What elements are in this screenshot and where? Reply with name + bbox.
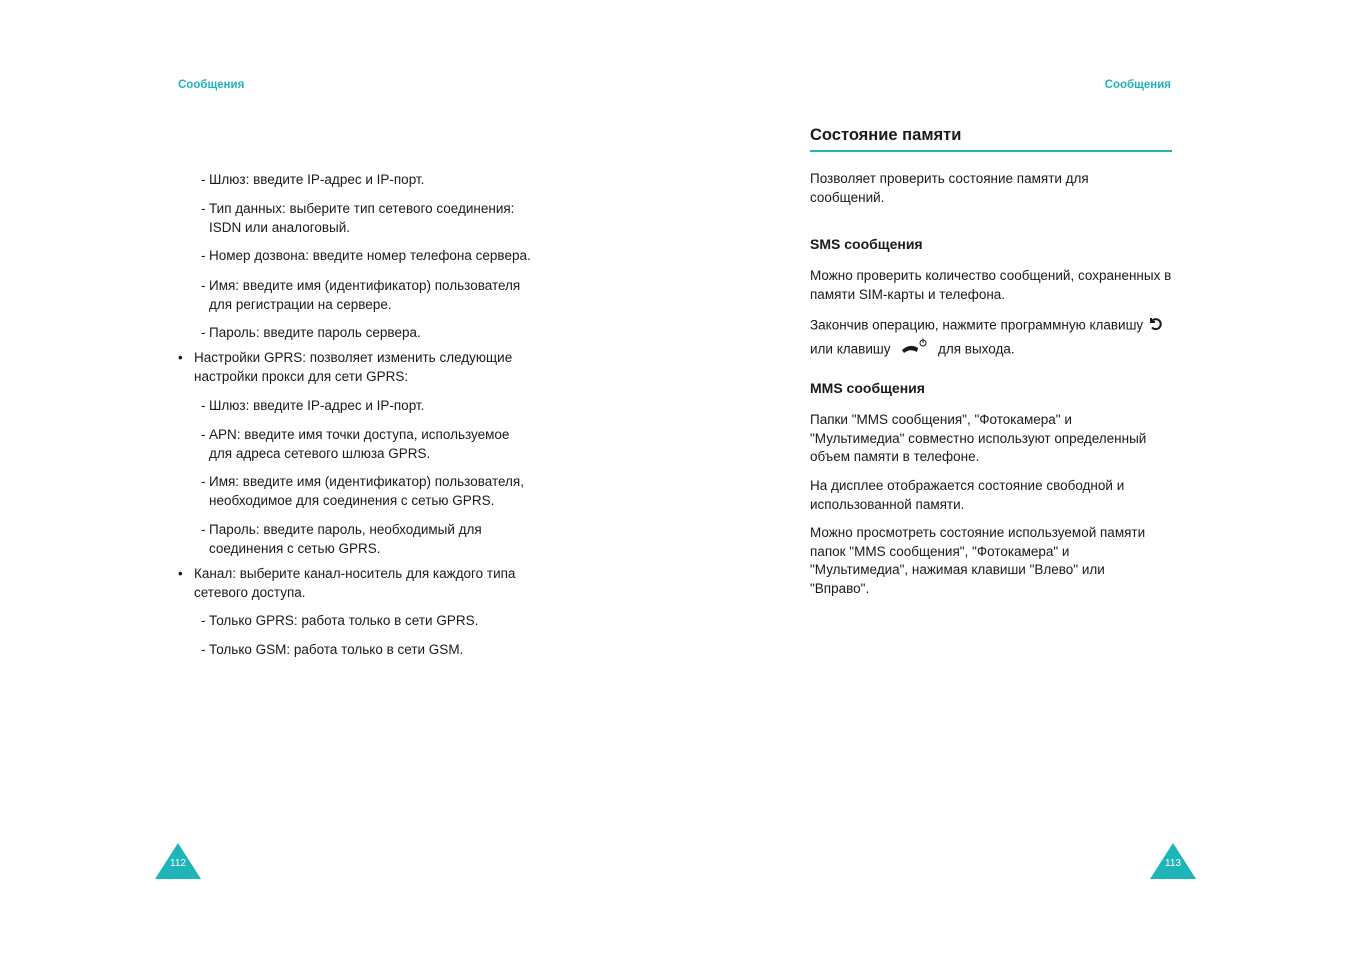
intro-paragraph: Позволяет проверить состояние памяти для сообщений. (810, 171, 1089, 205)
page-number-left: 112 (155, 843, 201, 879)
list-item: - APN: введите имя точки доступа, используемое для адреса сетевого шлюза GPRS. (201, 427, 510, 461)
mms-paragraph-1: Папки "MMS сообщения", "Фотокамера" и "Мультимедиа" совместно используют определенный объем памяти в телефоне. (810, 412, 1147, 464)
back-arrow-icon (1147, 315, 1163, 337)
list-item: - Пароль: введите пароль, необходимый для соединения с сетью GPRS. (201, 522, 482, 556)
list-item: - Пароль: введите пароль сервера. (201, 325, 421, 340)
list-item: - Номер дозвона: введите номер телефона сервера. (201, 248, 531, 263)
mms-subtitle: MMS сообщения (810, 380, 925, 396)
sms-paragraph-1: Можно проверить количество сообщений, сохраненных в памяти SIM-карты и телефона. (810, 268, 1172, 302)
running-header-left: Сообщения (178, 79, 245, 91)
mms-paragraph-3: Можно просмотреть состояние используемой памяти папок "MMS сообщения", "Фотокамера" и "Мультимедиа", нажимая клавиши "Влево" или "Вправо". (810, 525, 1146, 596)
sms-paragraph-2-part-a: Закончив операцию, нажмите программную клавишу (810, 317, 1144, 333)
mms-paragraph-2: На дисплее отображается состояние свободной и использованной памяти. (810, 478, 1125, 512)
running-header-right: Сообщения (1104, 79, 1171, 91)
sms-subtitle: SMS сообщения (810, 236, 923, 252)
list-item: - Имя: введите имя (идентификатор) пользователя, необходимое для соединения с сетью GPRS. (201, 474, 524, 508)
list-item: - Только GSM: работа только в сети GSM. (201, 642, 464, 657)
section-title: Состояние памяти (810, 126, 1172, 152)
bullet-item: • Канал: выберите канал-носитель для каждого типа сетевого доступа. (178, 566, 516, 600)
list-item: - Только GPRS: работа только в сети GPRS. (201, 613, 479, 628)
list-item: - Тип данных: выберите тип сетевого соединения: ISDN или аналоговый. (201, 201, 515, 235)
list-item: - Шлюз: введите IP-адрес и IP-порт. (201, 398, 425, 413)
list-item: - Шлюз: введите IP-адрес и IP-порт. (201, 172, 425, 187)
bullet-item: • Настройки GPRS: позволяет изменить следующие настройки прокси для сети GPRS: (178, 350, 513, 384)
page-number-right: 113 (1150, 843, 1196, 879)
end-call-power-icon (898, 337, 930, 363)
list-item: - Имя: введите имя (идентификатор) пользователя для регистрации на сервере. (201, 278, 521, 312)
sms-paragraph-2 (810, 315, 1172, 362)
sms-paragraph-2-part-c: для выхода. (937, 340, 1015, 356)
sms-paragraph-2-part-b: или клавишу (810, 340, 891, 356)
